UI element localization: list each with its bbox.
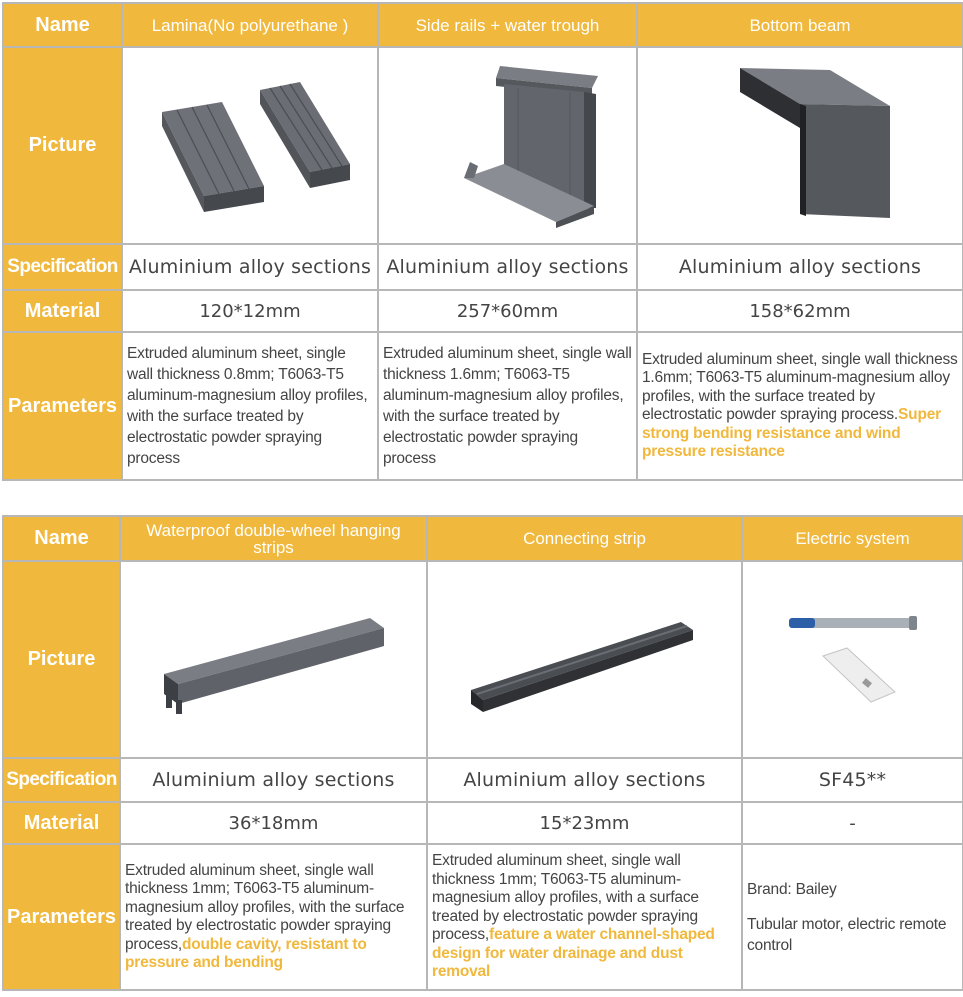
side-rail-picture — [378, 47, 637, 244]
parameters-highlight: double cavity, resistant to pressure and bending — [125, 935, 367, 971]
parameters-highlight: feature a water channel-shaped design for water drainage and dust removal — [432, 926, 715, 981]
side-rail-image — [408, 58, 608, 228]
parameters-text — [427, 844, 742, 990]
remote-control-icon — [823, 648, 895, 702]
specification-value: Aluminium alloy sections — [122, 244, 378, 290]
column-name: Connecting strip — [427, 516, 742, 561]
parameters-body: Extruded aluminum sheet, single wall thickness 0.8mm; T6063-T5 aluminum-magnesium alloy profiles, with the surface treated by electrostatic powder spraying process — [127, 345, 368, 467]
material-value: 36*18mm — [120, 802, 427, 844]
specification-value: Aluminium alloy sections — [378, 244, 637, 290]
tubular-motor-and-remote-image — [763, 582, 943, 732]
material-value: 120*12mm — [122, 290, 378, 332]
row-label-parameters: Parameters — [3, 332, 122, 480]
column-name: Side rails + water trough — [378, 3, 637, 47]
bottom-beam-picture — [637, 47, 963, 244]
column-name: Electric system — [742, 516, 963, 561]
specification-value: Aluminium alloy sections — [120, 758, 427, 802]
parameters-text — [637, 332, 963, 480]
material-value: 158*62mm — [637, 290, 963, 332]
connecting-strip-picture — [427, 561, 742, 758]
row-label-name: Name — [3, 3, 122, 47]
connecting-strip-image — [455, 582, 715, 732]
parameters-body: Extruded aluminum sheet, single wall thickness 1.6mm; T6063-T5 aluminum-magnesium alloy profiles, with the surface treated by electrostatic powder spraying process. — [642, 350, 958, 423]
parameters-body: Extruded aluminum sheet, single wall thickness 1.6mm; T6063-T5 aluminum-magnesium alloy profiles, with the surface treated by electrostatic powder spraying process — [383, 345, 632, 467]
row-label-name: Name — [3, 516, 120, 561]
product-spec-table-1 — [2, 2, 963, 481]
material-value: 257*60mm — [378, 290, 637, 332]
lamina-panels-image — [150, 68, 350, 218]
product-spec-table-2 — [2, 515, 963, 991]
bottom-beam-image — [700, 58, 900, 228]
parameters-text — [120, 844, 427, 990]
row-label-picture: Picture — [3, 47, 122, 244]
brand-line: Brand: Bailey — [747, 880, 837, 898]
parameters-highlight: Super strong bending resistance and wind pressure resistance — [642, 406, 941, 460]
specification-value: Aluminium alloy sections — [427, 758, 742, 802]
parameters-text — [378, 332, 637, 480]
lamina-picture — [122, 47, 378, 244]
hanging-strip-picture — [120, 561, 427, 758]
material-value: 15*23mm — [427, 802, 742, 844]
column-name: Lamina(No polyurethane ) — [122, 3, 378, 47]
parameters-body: Extruded aluminum sheet, single wall thickness 1mm; T6063-T5 aluminum-magnesium alloy profiles, with a surface treated by electrostatic powder spraying process, — [432, 852, 699, 944]
electric-system-picture — [742, 561, 963, 758]
tubular-motor-icon — [789, 616, 917, 630]
row-label-specification: Specification — [3, 244, 122, 290]
parameters-body: Extruded aluminum sheet, single wall thickness 1mm; T6063-T5 aluminum-magnesium alloy profiles, with the surface treated by electrostatic powder spraying process, — [125, 861, 405, 953]
row-label-material: Material — [3, 290, 122, 332]
hanging-strip-image — [144, 582, 404, 732]
column-name: Waterproof double-wheel hanging strips — [120, 516, 427, 561]
row-label-picture: Picture — [3, 561, 120, 758]
column-name: Bottom beam — [637, 3, 963, 47]
parameters-text — [742, 844, 963, 990]
row-label-specification: Specification — [3, 758, 120, 802]
specification-value: SF45** — [742, 758, 963, 802]
material-value: - — [742, 802, 963, 844]
row-label-parameters: Parameters — [3, 844, 120, 990]
specification-value: Aluminium alloy sections — [637, 244, 963, 290]
motor-line: Tubular motor, electric remote control — [747, 915, 947, 954]
parameters-text — [122, 332, 378, 480]
row-label-material: Material — [3, 802, 120, 844]
